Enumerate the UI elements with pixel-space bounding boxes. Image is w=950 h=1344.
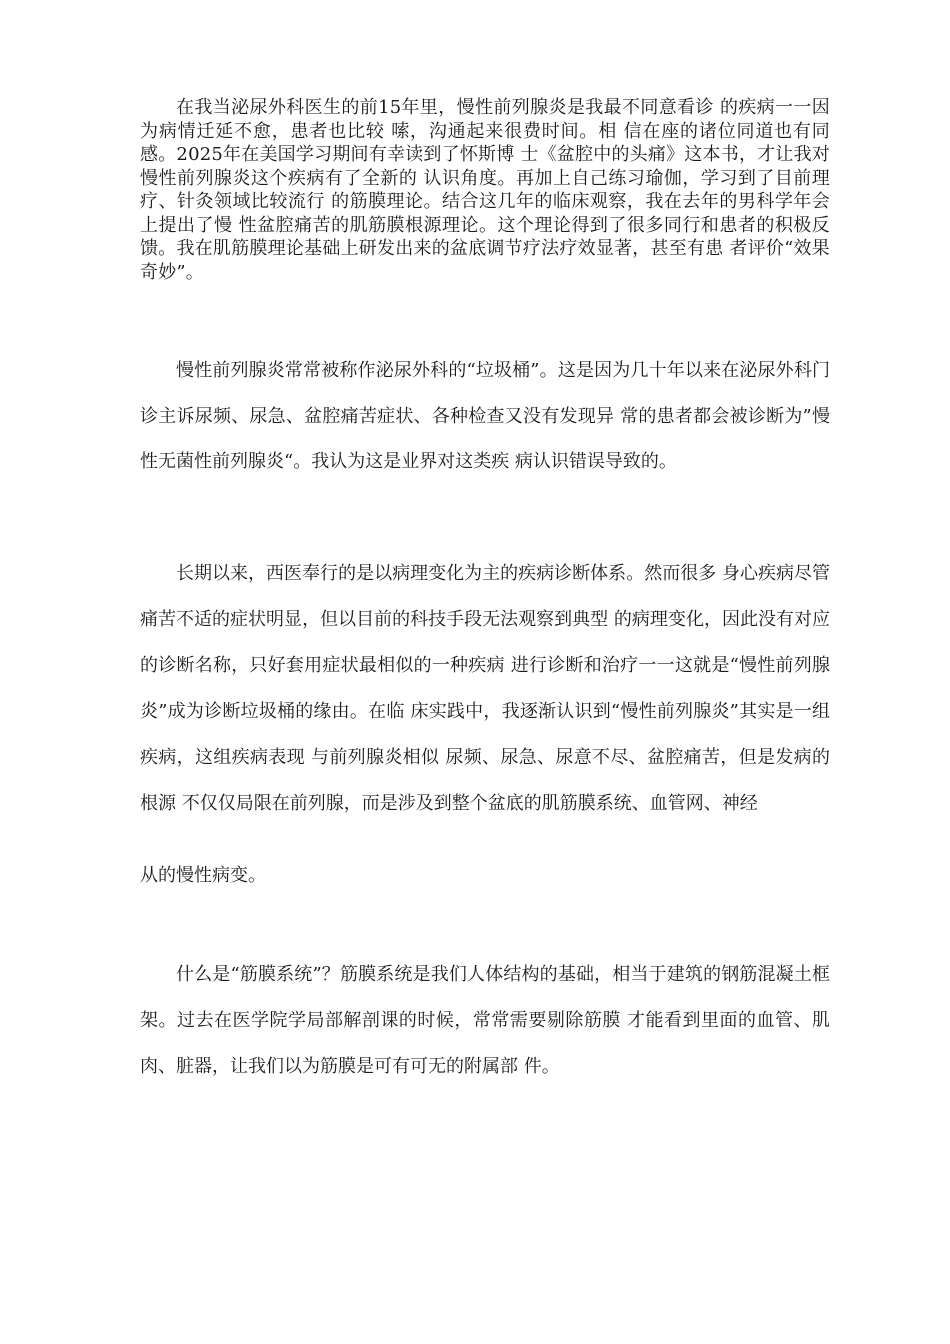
document-body xyxy=(140,96,830,1090)
paragraph-fascia-system: 什么是“筋膜系统”？筋膜系统是我们人体结构的基础，相当于建筑的钢筋混凝土框架。过去在医学院学局部解剖课的时候，常常需要剔除筋膜 才能看到里面的血管、肌肉、脏器，让我们以为筋膜是可有可无的附属部 件。 xyxy=(140,963,830,1077)
paragraph-intro: 在我当泌尿外科医生的前15年里，慢性前列腺炎是我最不同意看诊 的疾病一一因为病情迁延不愈，患者也比较 嗦，沟通起来很费时间。相 信在座的诸位同道也有同感。2025年在美国学习期间有幸读到了怀斯博 士《盆腔中的头痛》这本书，才让我对慢性前列腺炎这个疾病有了全新的 认识角度。再加上自己练习瑜伽，学习到了目前理疗、针灸领域比较流行 的筋膜理论。结合这几年的临床观察，我在去年的男科学年会上提出了慢 性盆腔痛苦的肌筋膜根源理论。这个理论得到了很多同行和患者的积极反 馈。我在肌筋膜理论基础上研发出来的盆底调节疗法疗效显著，甚至有患 者评价“效果奇妙”。 xyxy=(140,97,830,283)
paragraph-diagnosis-system: 长期以来，西医奉行的是以病理变化为主的疾病诊断体系。然而很多 身心疾病尽管痛苦不适的症状明显，但以目前的科技手段无法观察到典型 的病理变化，因此没有对应的诊断名称，只好套用症状最相似的一种疾病 进行诊断和治疗一一这就是“慢性前列腺炎”成为诊断垃圾桶的缘由。在临 床实践中，我逐渐认识到“慢性前列腺炎”其实是一组疾病，这组疾病表现 与前列腺炎相似 尿频、尿急、尿意不尽、盆腔痛苦，但是发病的根源 不仅仅局限在前列腺，而是涉及到整个盆底的肌筋膜系统、血管网、神经 xyxy=(140,562,830,814)
paragraph-continuation: 从的慢性病变。 xyxy=(140,864,266,886)
paragraph-trash-can: 慢性前列腺炎常常被称作泌尿外科的“垃圾桶”。这是因为几十年以来在泌尿外科门诊主诉尿频、尿急、盆腔痛苦症状、各种检查又没有发现异 常的患者都会被诊断为”慢性无菌性前列腺炎“。我认为这是业界对这类疾 病认识错误导致的。 xyxy=(140,360,830,472)
